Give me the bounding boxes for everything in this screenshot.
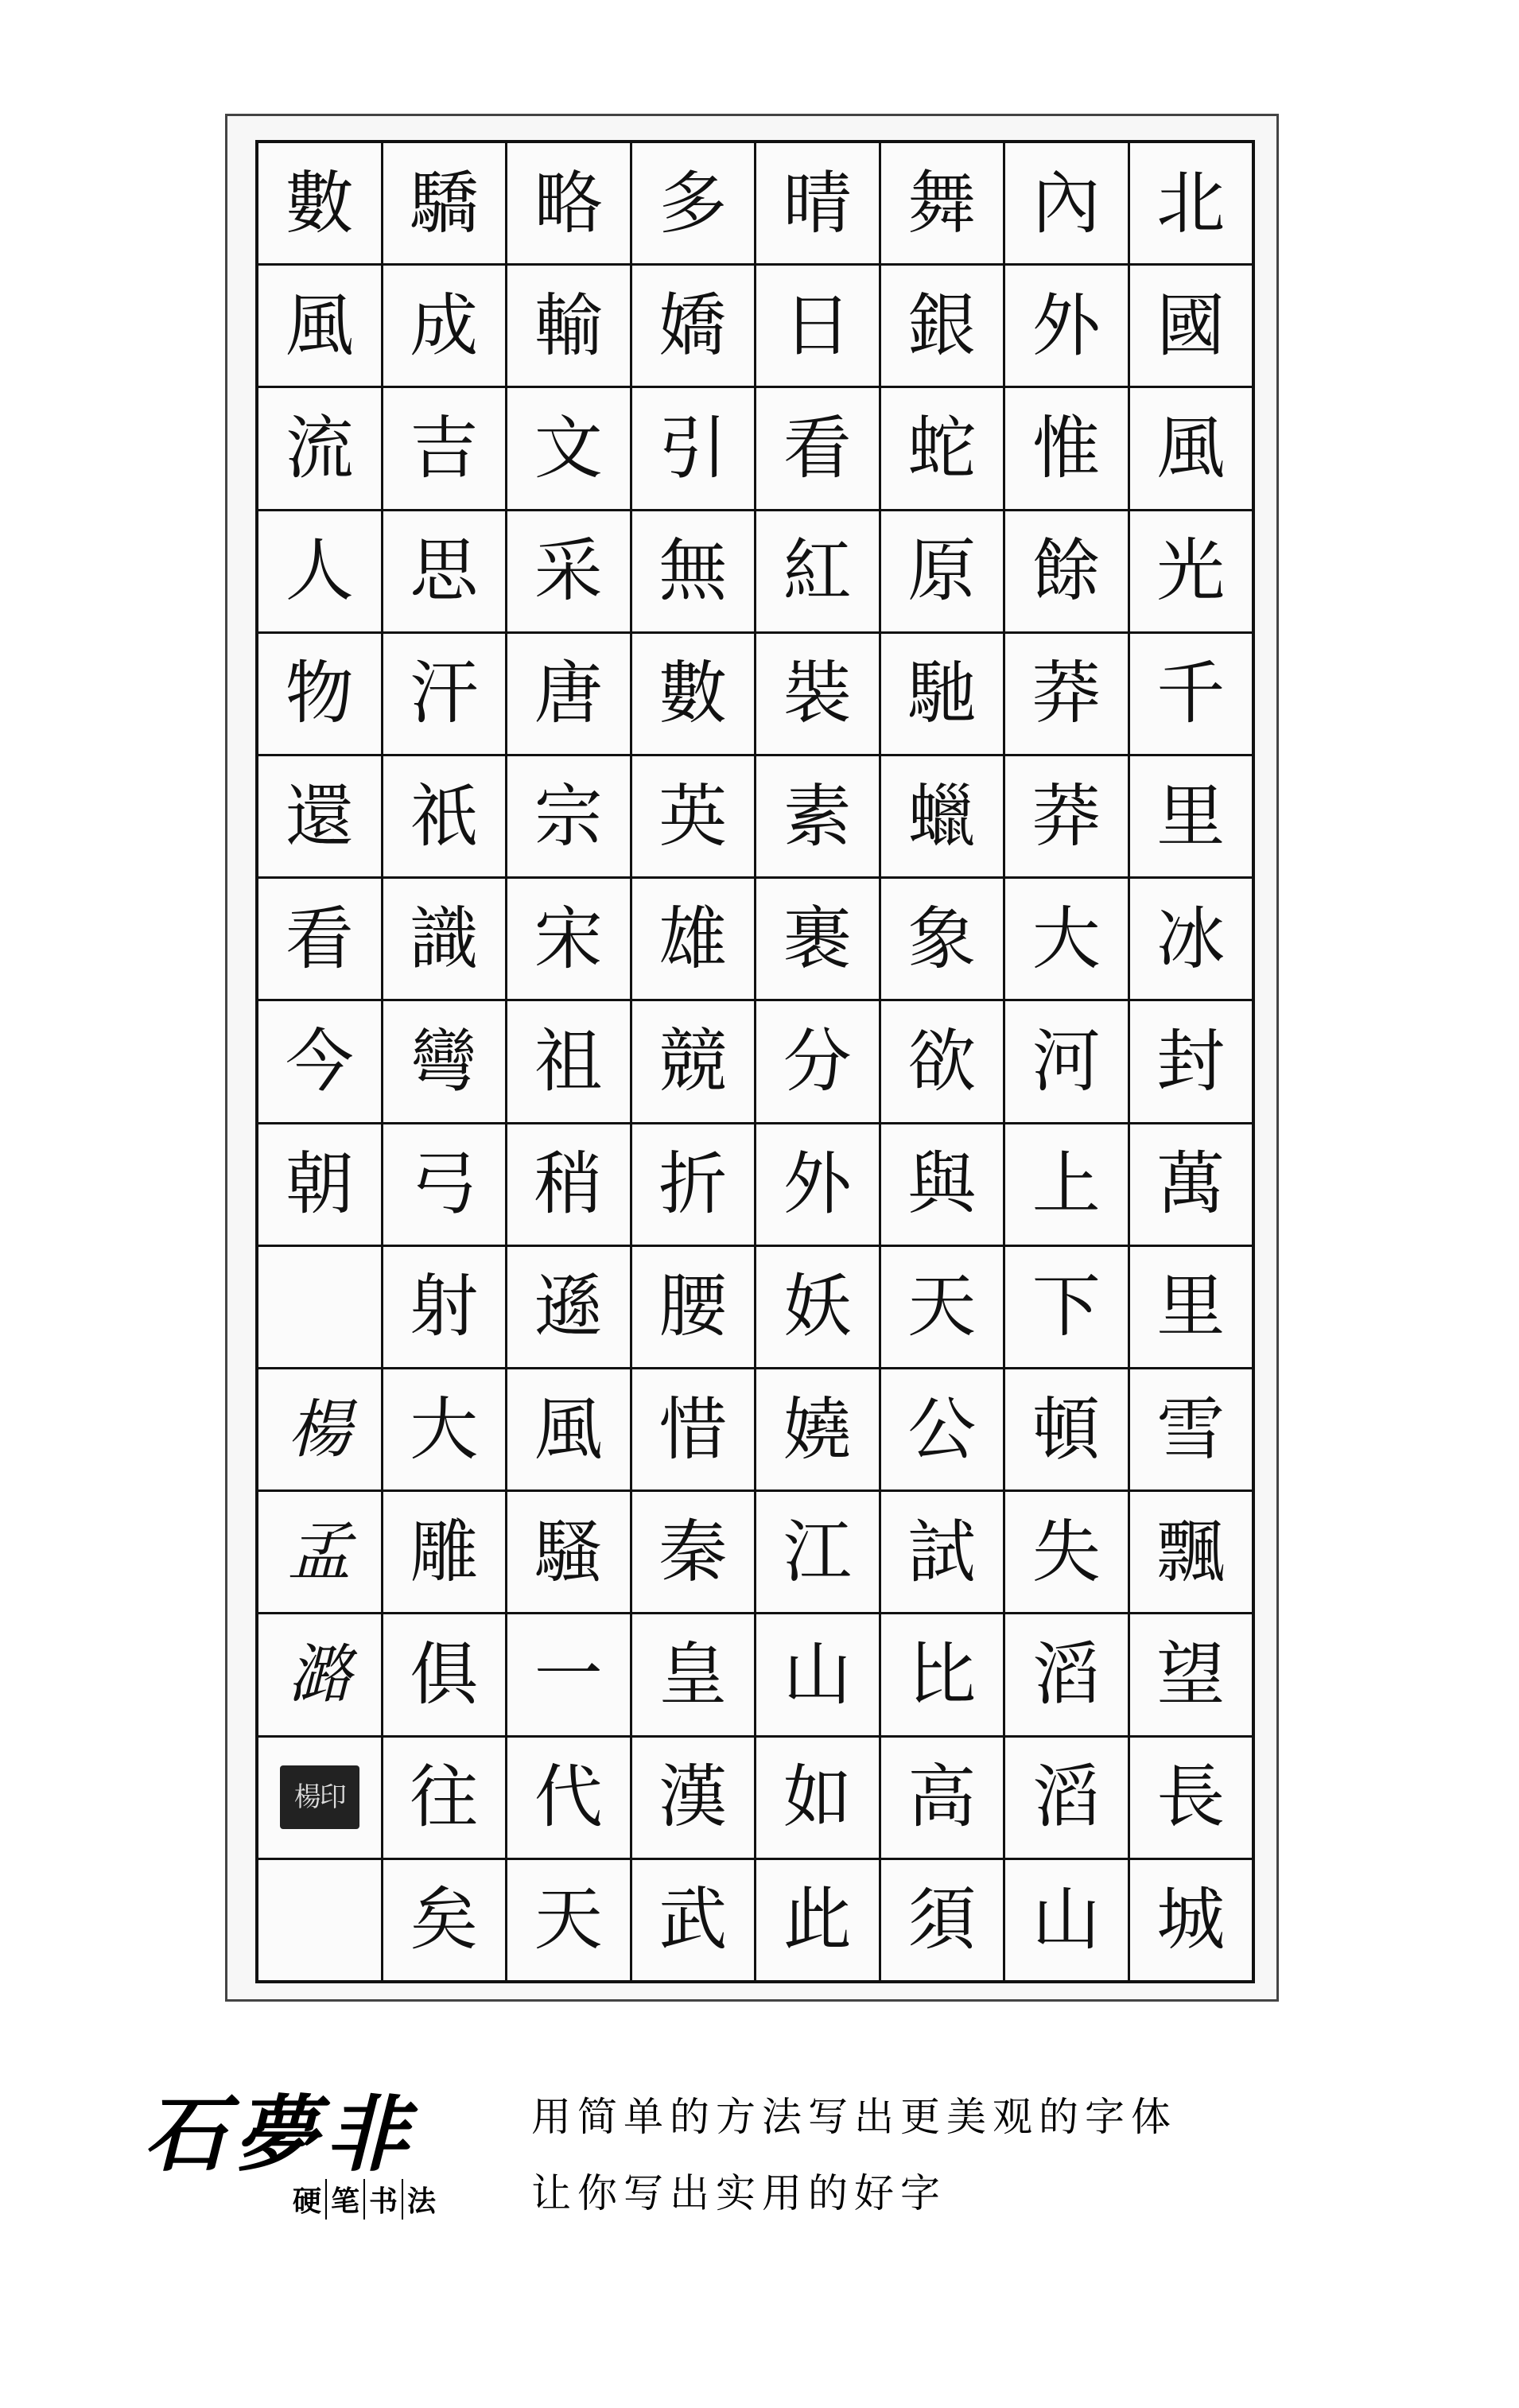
character-cell: 裹 — [756, 879, 879, 1001]
character-cell: 蛇 — [881, 388, 1004, 511]
character-cell: 滔 — [1005, 1738, 1128, 1860]
character-cell: 江 — [756, 1492, 879, 1614]
signature-char: 孟 — [258, 1492, 381, 1614]
character-cell: 馳 — [881, 634, 1004, 756]
character-cell: 天 — [881, 1247, 1004, 1369]
character-cell: 還 — [258, 756, 381, 879]
character-cell: 雕 — [383, 1492, 506, 1614]
grid-column — [630, 143, 755, 1980]
character-cell: 天 — [534, 1880, 603, 1960]
brand-subtitle-char: 书 — [365, 2179, 403, 2220]
grid-column — [381, 143, 506, 1980]
character-cell: 英 — [632, 756, 755, 879]
character-cell: 公 — [881, 1369, 1004, 1492]
character-cell: 皇 — [632, 1614, 755, 1737]
character-cell: 上 — [1005, 1124, 1128, 1247]
brand-subtitle — [289, 2179, 440, 2220]
character-cell: 與 — [881, 1124, 1004, 1247]
character-cell: 弓 — [383, 1124, 506, 1247]
character-cell: 素 — [756, 756, 879, 879]
character-cell: 漢 — [632, 1738, 755, 1860]
grid-column — [258, 143, 381, 1980]
character-cell: 宗 — [507, 756, 630, 879]
character-cell: 里 — [1130, 1247, 1253, 1369]
character-cell: 惜 — [632, 1369, 755, 1492]
character-cell: 失 — [1005, 1492, 1128, 1614]
slogan-line-2: 让你写出实用的好字 — [531, 2170, 946, 2216]
character-cell: 長 — [1130, 1738, 1253, 1860]
grid-column — [754, 143, 879, 1980]
character-cell: 多 — [632, 143, 755, 266]
character-cell: 驕 — [383, 143, 506, 266]
character-cell: 試 — [881, 1492, 1004, 1614]
character-cell: 矣 — [410, 1880, 479, 1960]
character-cell: 唐 — [507, 634, 630, 756]
character-cell: 引 — [632, 388, 755, 511]
character-cell: 宋 — [507, 879, 630, 1001]
character-cell: 識 — [383, 879, 506, 1001]
character-cell: 文 — [507, 388, 630, 511]
character-cell: 莽 — [1005, 756, 1128, 879]
character-cell: 頓 — [1005, 1369, 1128, 1492]
character-cell: 騷 — [507, 1492, 630, 1614]
character-cell: 略 — [507, 143, 630, 266]
character-cell: 蠟 — [881, 756, 1004, 879]
character-cell: 采 — [507, 511, 630, 634]
character-cell: 往 — [383, 1738, 506, 1860]
character-cell: 祇 — [383, 756, 506, 879]
character-cell: 萬 — [1130, 1124, 1253, 1247]
signature-char: 楊 — [258, 1369, 381, 1492]
character-cell: 雪 — [1130, 1369, 1253, 1492]
character-cell: 山 — [1031, 1880, 1101, 1960]
character-cell: 風 — [507, 1369, 630, 1492]
character-cell: 腰 — [632, 1247, 755, 1369]
character-cell: 朝 — [258, 1124, 381, 1247]
character-cell: 思 — [383, 511, 506, 634]
brand-subtitle-char: 法 — [407, 2185, 437, 2218]
character-cell: 俱 — [383, 1614, 506, 1737]
character-cell: 里 — [1130, 756, 1253, 879]
grid-column — [1128, 143, 1253, 1980]
character-cell: 北 — [1130, 143, 1253, 266]
character-cell: 日 — [756, 266, 879, 388]
empty-cell — [258, 1860, 381, 1980]
character-cell: 下 — [1005, 1247, 1128, 1369]
character-cell: 汗 — [383, 634, 506, 756]
character-cell: 比 — [881, 1614, 1004, 1737]
calligraphy-grid — [255, 140, 1255, 1983]
character-cell: 象 — [881, 879, 1004, 1001]
character-cell: 數 — [632, 634, 755, 756]
character-cell: 秦 — [632, 1492, 755, 1614]
character-cell: 物 — [258, 634, 381, 756]
character-cell: 吉 — [383, 388, 506, 511]
character-cell: 封 — [1130, 1001, 1253, 1124]
character-cell: 武 — [658, 1880, 728, 1960]
character-cell: 裝 — [756, 634, 879, 756]
character-cell: 妖 — [756, 1247, 879, 1369]
empty-cell — [258, 1247, 381, 1369]
character-cell: 祖 — [507, 1001, 630, 1124]
character-cell: 須 — [907, 1880, 977, 1960]
character-cell: 外 — [756, 1124, 879, 1247]
character-cell: 光 — [1130, 511, 1253, 634]
character-cell: 一 — [507, 1614, 630, 1737]
character-cell: 山 — [756, 1614, 879, 1737]
character-cell: 風 — [258, 266, 381, 388]
character-cell: 成 — [383, 266, 506, 388]
character-cell: 競 — [632, 1001, 755, 1124]
brand-logo: 石夢非 — [144, 2085, 417, 2183]
seal-stamp: 楊印 — [280, 1765, 359, 1829]
character-cell: 輸 — [507, 266, 630, 388]
character-cell: 紅 — [756, 511, 879, 634]
character-cell: 惟 — [1005, 388, 1128, 511]
character-cell: 人 — [258, 511, 381, 634]
grid-column — [879, 143, 1004, 1980]
character-cell: 高 — [881, 1738, 1004, 1860]
character-cell: 數 — [258, 143, 381, 266]
character-cell: 遜 — [507, 1247, 630, 1369]
signature-char: 潞 — [258, 1614, 381, 1737]
character-cell: 晴 — [756, 143, 879, 266]
character-cell: 大 — [1005, 879, 1128, 1001]
character-cell: 無 — [632, 511, 755, 634]
character-cell: 銀 — [881, 266, 1004, 388]
character-cell: 折 — [632, 1124, 755, 1247]
character-cell: 內 — [1005, 143, 1128, 266]
grid-column — [505, 143, 630, 1980]
character-cell: 欲 — [881, 1001, 1004, 1124]
character-cell: 嬌 — [632, 266, 755, 388]
character-cell: 餘 — [1005, 511, 1128, 634]
character-cell: 彎 — [383, 1001, 506, 1124]
grid-column — [1003, 143, 1128, 1980]
brand-subtitle-char: 硬 — [289, 2179, 327, 2220]
character-cell: 飄 — [1130, 1492, 1253, 1614]
character-cell: 流 — [258, 388, 381, 511]
character-cell: 國 — [1130, 266, 1253, 388]
character-cell: 如 — [756, 1738, 879, 1860]
character-cell: 嬈 — [756, 1369, 879, 1492]
character-cell: 千 — [1130, 634, 1253, 756]
brand-subtitle-char: 笔 — [327, 2179, 365, 2220]
character-cell: 莽 — [1005, 634, 1128, 756]
character-cell: 射 — [383, 1247, 506, 1369]
character-cell: 分 — [756, 1001, 879, 1124]
slogan-line-1: 用简单的方法写出更美观的字体 — [531, 2094, 1177, 2140]
character-cell: 此 — [783, 1880, 852, 1960]
character-cell: 雄 — [632, 879, 755, 1001]
character-cell: 看 — [258, 879, 381, 1001]
character-cell: 代 — [507, 1738, 630, 1860]
character-cell: 滔 — [1005, 1614, 1128, 1737]
character-cell: 冰 — [1130, 879, 1253, 1001]
character-cell: 原 — [881, 511, 1004, 634]
character-cell: 河 — [1005, 1001, 1128, 1124]
character-cell: 外 — [1005, 266, 1128, 388]
character-cell: 風 — [1130, 388, 1253, 511]
character-cell: 看 — [756, 388, 879, 511]
seal-cell — [258, 1738, 381, 1860]
character-cell: 舞 — [881, 143, 1004, 266]
character-cell: 稍 — [507, 1124, 630, 1247]
character-cell: 城 — [1156, 1880, 1226, 1960]
character-cell: 望 — [1130, 1614, 1253, 1737]
character-cell: 大 — [383, 1369, 506, 1492]
character-cell: 今 — [258, 1001, 381, 1124]
